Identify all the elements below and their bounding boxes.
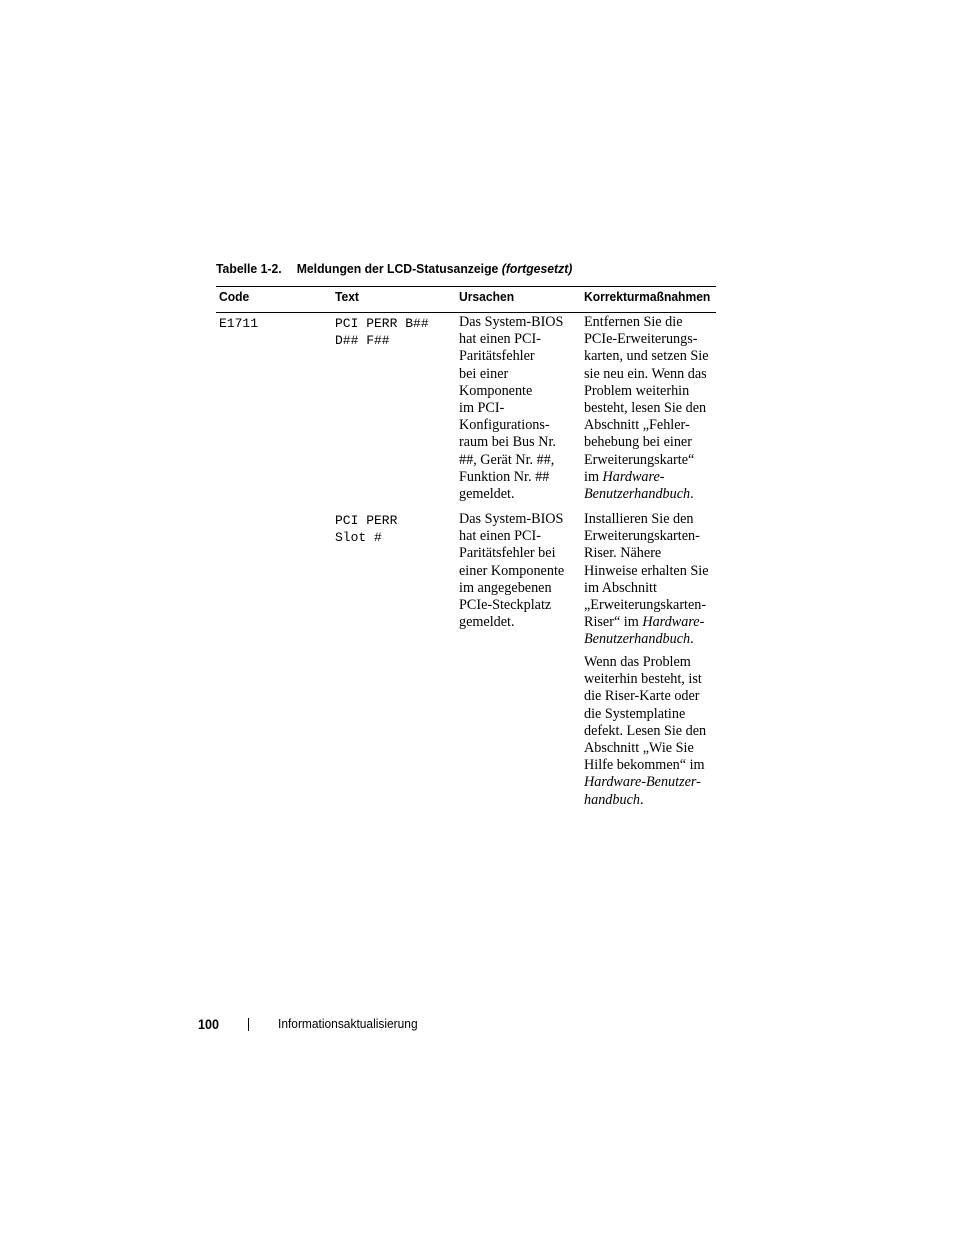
action-reference xyxy=(584,631,709,648)
row1-text-line: D## F## xyxy=(335,333,390,349)
action-line: karten, und setzen Sie xyxy=(584,348,709,365)
action-reference xyxy=(584,792,706,809)
table-continued-note: (fortgesetzt) xyxy=(501,261,573,276)
cause-line: Funktion Nr. ## xyxy=(459,468,550,485)
action-reference xyxy=(584,774,706,791)
action-line: Hinweise erhalten Sie xyxy=(584,562,709,579)
manual-title: Benutzerhandbuch xyxy=(584,486,691,503)
page-number: 100 xyxy=(198,1016,220,1032)
column-header-causes: Ursachen xyxy=(459,289,515,304)
reference-suffix: . xyxy=(690,631,694,648)
cause-line: hat einen PCI- xyxy=(459,331,541,348)
cause-line: Das System-BIOS xyxy=(459,511,564,527)
row2-causes xyxy=(459,511,564,631)
cause-line: Konfigurations- xyxy=(459,417,550,434)
row2-text xyxy=(335,512,397,546)
cause-line: Paritätsfehler xyxy=(459,348,535,365)
action-line: behebung bei einer xyxy=(584,434,692,451)
column-header-code: Code xyxy=(219,289,250,304)
cause-line: PCIe-Steckplatz xyxy=(459,597,552,614)
action-line: PCIe-Erweiterungs- xyxy=(584,331,698,348)
cause-line: Paritätsfehler bei xyxy=(459,545,556,562)
row1-code: E1711 xyxy=(219,316,259,331)
action-line: Wenn das Problem xyxy=(584,654,691,670)
action-line: sie neu ein. Wenn das xyxy=(584,365,707,382)
cause-line: einer Komponente xyxy=(459,562,565,579)
action-line: Erweiterungskarten- xyxy=(584,528,700,545)
action-line: Hilfe bekommen“ im xyxy=(584,757,705,774)
action-line: Entfernen Sie die xyxy=(584,314,683,330)
cause-line: im angegebenen xyxy=(459,579,552,596)
footer-separator xyxy=(248,1018,249,1031)
column-header-text: Text xyxy=(335,289,359,304)
action-line: die Riser-Karte oder xyxy=(584,688,700,705)
action-line: besteht, lesen Sie den xyxy=(584,400,707,417)
action-line: defekt. Lesen Sie den xyxy=(584,722,707,739)
row2-actions xyxy=(584,511,709,649)
column-header-actions: Korrekturmaßnahmen xyxy=(584,289,711,304)
action-line: die Systemplatine xyxy=(584,705,686,722)
action-reference xyxy=(584,469,709,486)
reference-prefix: im xyxy=(584,468,603,485)
row1-text-line: PCI PERR B## xyxy=(335,316,429,331)
table-caption xyxy=(216,258,686,280)
cause-line: hat einen PCI- xyxy=(459,528,541,545)
action-line: im Abschnitt xyxy=(584,579,657,596)
cause-line: Komponente xyxy=(459,382,533,399)
action-line: Erweiterungskarte“ xyxy=(584,451,695,468)
cause-line: Das System-BIOS xyxy=(459,314,564,330)
row1-text xyxy=(335,315,429,349)
action-line: Abschnitt „Fehler- xyxy=(584,417,690,434)
row2-text-line: Slot # xyxy=(335,530,382,546)
reference-prefix: Riser“ im xyxy=(584,614,643,631)
row2-actions-extra xyxy=(584,654,706,809)
cause-line: gemeldet. xyxy=(459,486,515,503)
footer-section-title: Informationsaktualisierung xyxy=(278,1016,418,1031)
cause-line: im PCI- xyxy=(459,400,505,417)
table-number: Tabelle 1-2. xyxy=(216,261,282,276)
row2-text-line: PCI PERR xyxy=(335,513,398,528)
reference-suffix: . xyxy=(639,791,644,808)
manual-title: Hardware- xyxy=(642,614,705,631)
action-line: Installieren Sie den xyxy=(584,511,694,527)
action-reference xyxy=(584,614,709,631)
action-line: weiterhin besteht, ist xyxy=(584,671,702,688)
reference-suffix: . xyxy=(690,486,694,503)
row1-actions xyxy=(584,314,709,503)
manual-title: Hardware- xyxy=(602,468,665,485)
cause-line: raum bei Bus Nr. xyxy=(459,434,556,451)
table-header-rule xyxy=(216,312,716,313)
cause-line: bei einer xyxy=(459,365,509,382)
action-line: Abschnitt „Wie Sie xyxy=(584,740,694,757)
cause-line: ##, Gerät Nr. ##, xyxy=(459,451,555,468)
action-line: Riser. Nähere xyxy=(584,545,662,562)
manual-title: Hardware-Benutzer- xyxy=(584,774,701,791)
action-line: Problem weiterhin xyxy=(584,382,690,399)
action-line: „Erweiterungskarten- xyxy=(584,597,707,614)
row1-causes xyxy=(459,314,563,503)
manual-title: Benutzerhandbuch xyxy=(584,631,691,648)
table-title: Meldungen der LCD-Statusanzeige xyxy=(296,261,499,276)
action-reference xyxy=(584,486,709,503)
manual-title: handbuch xyxy=(584,791,640,808)
cause-line: gemeldet. xyxy=(459,614,515,631)
